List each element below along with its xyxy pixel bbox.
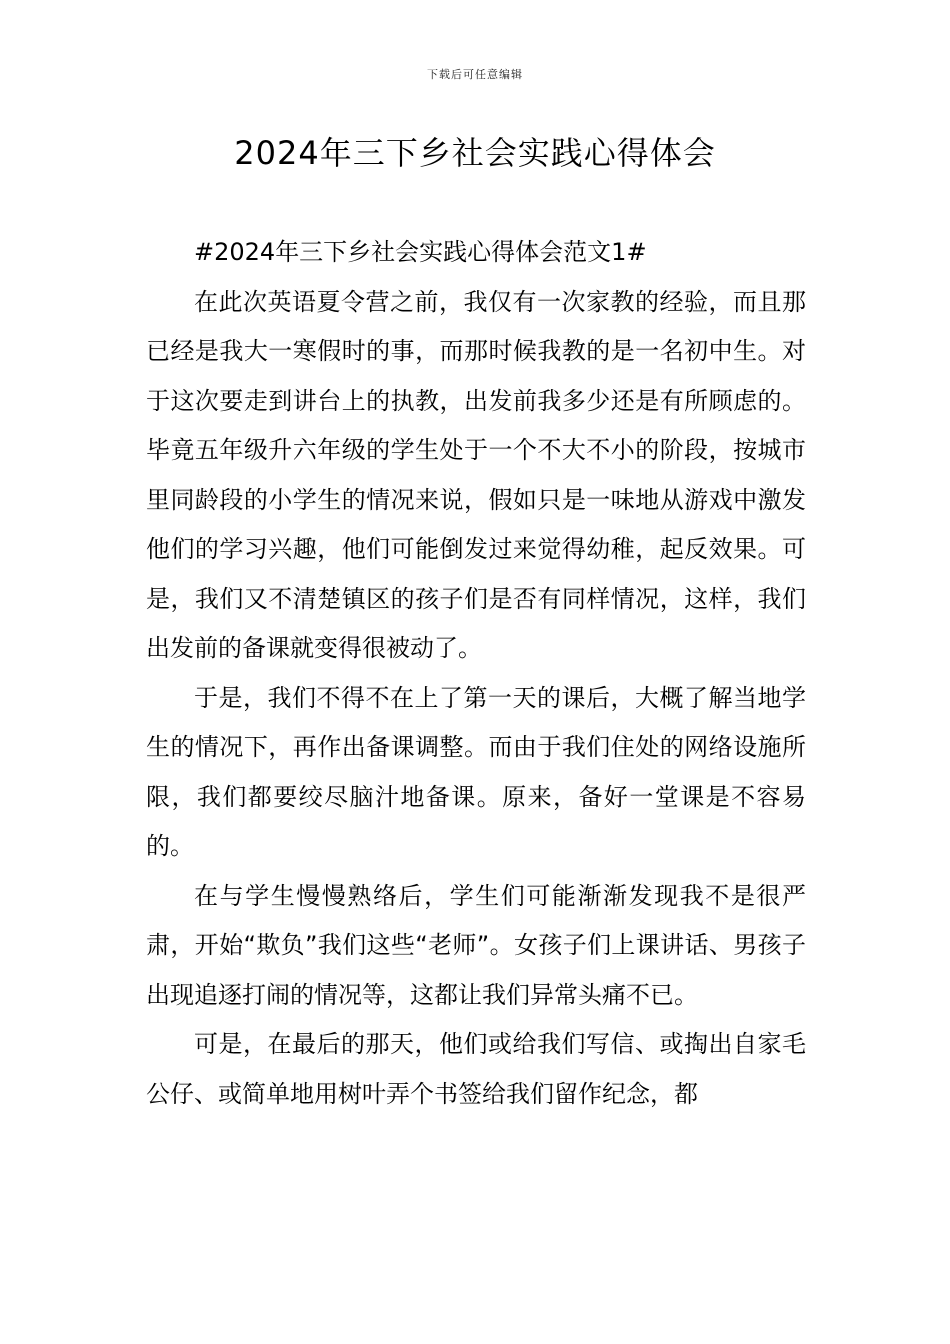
- paragraph: 于是，我们不得不在上了第一天的课后，大概了解当地学生的情况下，再作出备课调整。而由于我们住处的网络设施所限，我们都要绞尽脑汁地备课。原来，备好一堂课是不容易的。: [146, 683, 806, 860]
- paragraph: 在此次英语夏令营之前，我仅有一次家教的经验，而且那已经是我大一寒假时的事，而那时候我教的是一名初中生。对于这次要走到讲台上的执教，出发前我多少还是有所顾虑的。毕竟五年级升六年级的学生处于一个不大不小的阶段，按城市里同龄段的小学生的情况来说，假如只是一味地从游戏中激发他们的学习兴趣，他们可能倒发过来觉得幼稚，起反效果。可是，我们又不清楚镇区的孩子们是否有同样情况，这样，我们出发前的备课就变得很被动了。: [146, 287, 806, 662]
- section-heading: #2024年三下乡社会实践心得体会范文1#: [194, 238, 647, 266]
- paragraph: 在与学生慢慢熟络后，学生们可能渐渐发现我不是很严肃，开始“欺负”我们这些“老师”。女孩子们上课讲话、男孩子出现追逐打闹的情况等，这都让我们异常头痛不已。: [146, 881, 806, 1009]
- document-body: [146, 228, 806, 1119]
- paragraph: 可是，在最后的那天，他们或给我们写信、或掏出自家毛公仔、或简单地用树叶弄个书签给我们留作纪念，都: [146, 1030, 806, 1108]
- header-note: 下载后可任意编辑: [427, 68, 523, 81]
- document-title: 2024年三下乡社会实践心得体会: [234, 134, 716, 172]
